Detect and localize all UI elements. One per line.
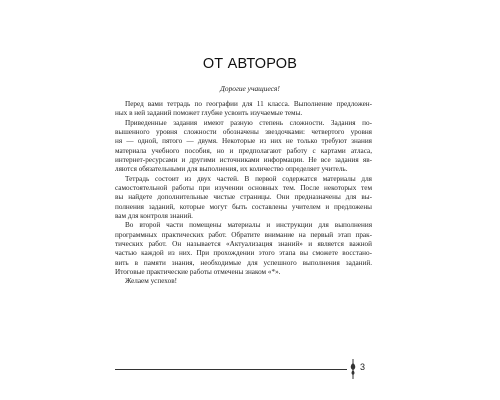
body-line: Тетрадь состоит из двух частей. В первой содержатся материалы для — [125, 174, 372, 183]
body-line: полнения заданий, которые могут быть составлены учителем и предложены — [115, 202, 372, 211]
body-line: вы найдете дополнительные чистые страницы. Они предназначены для вы- — [115, 193, 372, 202]
body-line: тических работ. Он называется «Актуализация знаний» и является важной — [115, 239, 372, 248]
body-line: материала учебного пособия, но и предполагают работу с картами атласа, — [115, 146, 372, 155]
body-line: ных в ней заданий поможет глубже усвоить изучаемые темы. — [115, 109, 303, 118]
body-line: Итоговые практические работы отмечены знаком «*». — [115, 267, 281, 276]
body-line: Во второй части помещены материалы и инструкции для выполнения — [125, 221, 372, 230]
body-line: Перед вами тетрадь по географии для 11 класса. Выполнение предложен- — [125, 100, 372, 108]
page-number: 3 — [360, 362, 366, 372]
body-line: вить в памяти знания, необходимые для успешного выполнения заданий. — [115, 258, 372, 267]
page-title: ОТ АВТОРОВ — [202, 56, 298, 72]
body-line: вам для контроля знаний. — [115, 211, 193, 220]
body-line: частью каждой из них. При прохождении этого этапа вы сможете восстано- — [115, 249, 372, 258]
body-line: программных практических работ. Обратите внимание на первый этап прак- — [115, 230, 372, 239]
body-text — [115, 100, 372, 287]
body-line: ня — одной, пятого — двумя. Некоторые из них не только требуют знания — [115, 137, 372, 146]
body-line: ляются обязательными для выполнения, их количество определяет учитель. — [115, 165, 348, 174]
body-line: Желаем успехов! — [125, 277, 178, 286]
greeting: Дорогие учащиеся! — [220, 84, 280, 93]
body-line: интернет-ресурсами и другими источниками информации. Не все задания яв- — [115, 155, 372, 164]
footer-rule — [115, 369, 347, 370]
body-line: Приведенные задания имеют разную степень сложности. Задания по- — [125, 118, 372, 127]
body-line: самостоятельной работы при изучении основных тем. После некоторых тем — [115, 183, 372, 192]
body-line: вышенного уровня сложности обозначены звездочками: четвертого уровня — [115, 127, 372, 136]
footer-ornament-icon — [349, 359, 357, 379]
